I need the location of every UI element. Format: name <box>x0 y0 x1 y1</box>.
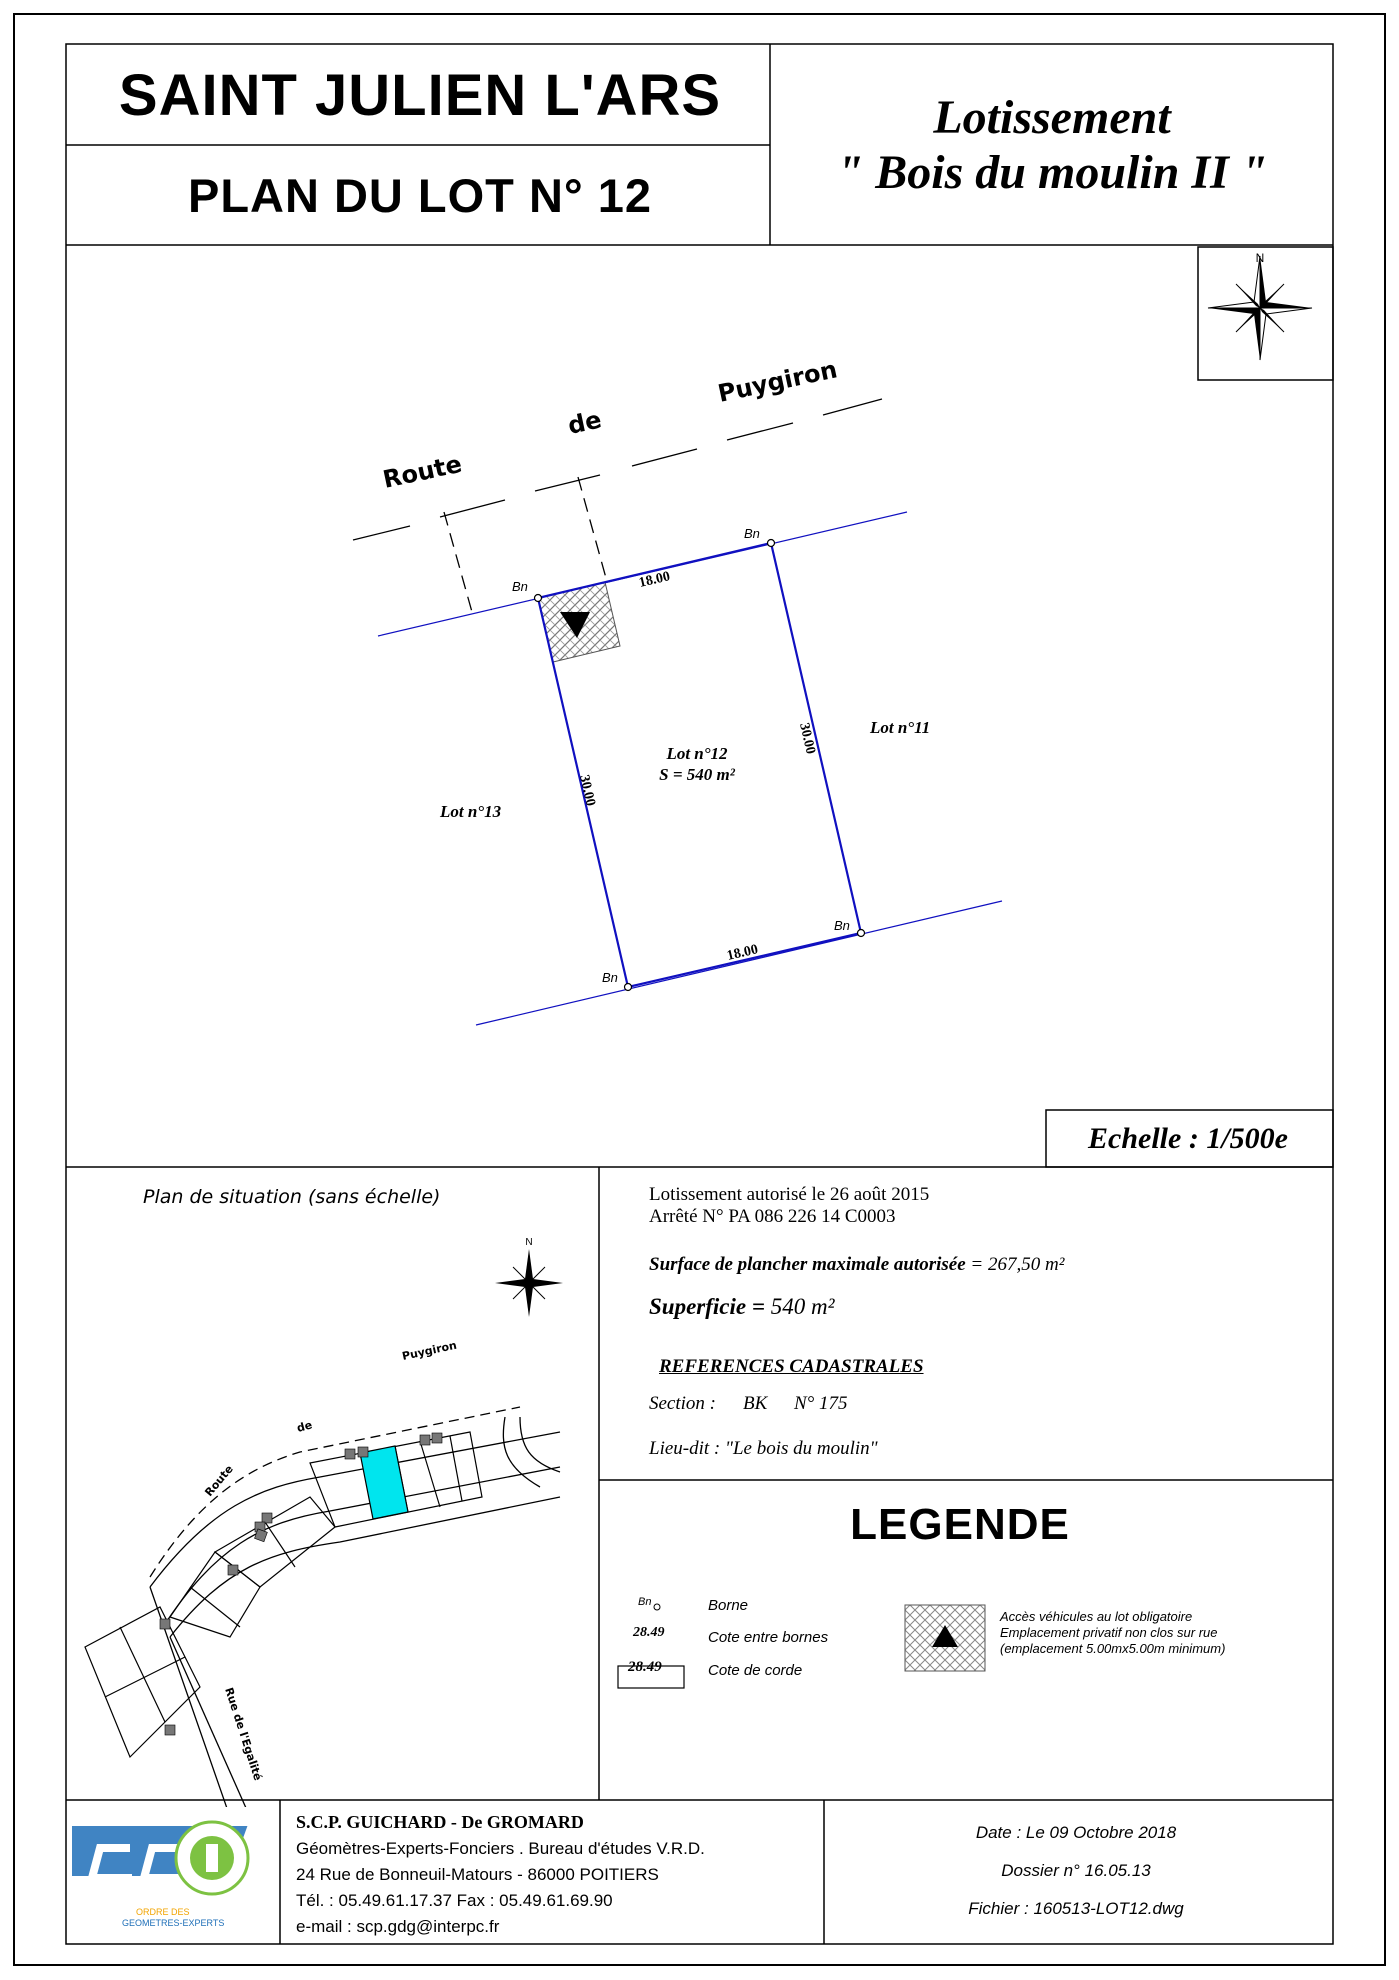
superficie <box>649 1294 834 1320</box>
road-word-de: de <box>565 405 604 440</box>
logo-text-line1: ORDRE DES <box>136 1907 190 1917</box>
situation-map <box>0 1167 600 1807</box>
neighbor-lot-11: Lot n°11 <box>870 718 931 737</box>
legend-cote-corde-value: 28.49 <box>628 1659 662 1675</box>
dim-top: 18.00 <box>637 569 672 591</box>
section-label: Section : <box>649 1393 717 1414</box>
lieu-dit: Lieu-dit : "Le bois du moulin" <box>649 1438 878 1459</box>
project-name: " Bois du moulin II " <box>836 146 1268 199</box>
legend-title: LEGENDE <box>850 1500 1070 1549</box>
floor-surface-label: Surface de plancher maximale autorisée <box>649 1254 966 1275</box>
firm-activity: Géomètres-Experts-Fonciers . Bureau d'études V.R.D. <box>296 1839 705 1858</box>
legend-access-line3: (emplacement 5.00mx5.00m minimum) <box>1000 1641 1226 1656</box>
situation-road-puygiron: Puygiron <box>400 1338 458 1363</box>
legend-cote-value: 28.49 <box>633 1625 665 1640</box>
legend-access-line1: Accès véhicules au lot obligatoire <box>1000 1609 1193 1624</box>
authorization-line: Lotissement autorisé le 26 août 2015 <box>649 1184 930 1205</box>
legend-borne-symbol: Bn <box>638 1596 652 1608</box>
north-label: N <box>1255 251 1265 265</box>
parcel-number: N° 175 <box>794 1393 848 1414</box>
superficie-label: Superficie = <box>649 1294 765 1319</box>
plan-date: Date : Le 09 Octobre 2018 <box>975 1823 1177 1842</box>
legend-access-line2: Emplacement privatif non clos sur rue <box>1000 1625 1218 1640</box>
neighbor-lot-13: Lot n°13 <box>440 802 502 821</box>
borne-label: Bn <box>834 918 850 933</box>
legend-cote-corde-label: Cote de corde <box>708 1662 803 1679</box>
situation-title: Plan de situation (sans échelle) <box>143 1186 441 1208</box>
file-name: Fichier : 160513-LOT12.dwg <box>968 1899 1184 1918</box>
borne-label: Bn <box>512 579 528 594</box>
borne-label: Bn <box>744 526 760 541</box>
road-word-puygiron: Puygiron <box>715 355 840 408</box>
lot-area: S = 540 m² <box>659 765 735 784</box>
dossier-number: Dossier n° 16.05.13 <box>1001 1861 1151 1880</box>
dim-right: 30.00 <box>796 721 818 756</box>
superficie-value: 540 m² <box>770 1294 835 1319</box>
scale-label: Echelle : 1/500e <box>1088 1122 1288 1155</box>
borne-label: Bn <box>602 970 618 985</box>
legend-cote-entre-label: Cote entre bornes <box>708 1629 829 1646</box>
dim-bottom: 18.00 <box>725 942 760 964</box>
order-logo <box>72 1808 272 1938</box>
situation-road-de: de <box>295 1418 314 1435</box>
situation-road-route: Route <box>202 1462 236 1499</box>
firm-email: e-mail : scp.gdg@interpc.fr <box>296 1917 500 1936</box>
firm-phone: Tél. : 05.49.61.17.37 Fax : 05.49.61.69.90 <box>296 1891 613 1910</box>
north-arrow-small-icon <box>495 1249 563 1317</box>
logo-text-line2: GEOMETRES-EXPERTS <box>122 1918 225 1928</box>
north-arrow-icon <box>1208 256 1312 360</box>
arrete-line: Arrêté N° PA 086 226 14 C0003 <box>649 1206 896 1227</box>
commune-title: SAINT JULIEN L'ARS <box>118 63 722 128</box>
road-word-route: Route <box>380 449 465 494</box>
firm-address: 24 Rue de Bonneuil-Matours - 86000 POITIERS <box>296 1865 659 1884</box>
dim-left: 30.00 <box>576 773 598 808</box>
project-title: Lotissement <box>933 91 1171 144</box>
cadastral-refs-title: REFERENCES CADASTRALES <box>659 1356 924 1377</box>
lot-label: Lot n°12 <box>666 744 728 763</box>
situation-street: Rue de l'Egalité <box>222 1685 265 1783</box>
plan-title: PLAN DU LOT N° 12 <box>187 169 653 222</box>
legend-borne-label: Borne <box>708 1597 749 1614</box>
floor-surface <box>649 1254 1064 1276</box>
section-value: BK <box>743 1393 768 1414</box>
firm-name: S.C.P. GUICHARD - De GROMARD <box>296 1812 584 1832</box>
floor-surface-value: = 267,50 m² <box>965 1254 1065 1275</box>
small-north-label: N <box>525 1237 533 1248</box>
